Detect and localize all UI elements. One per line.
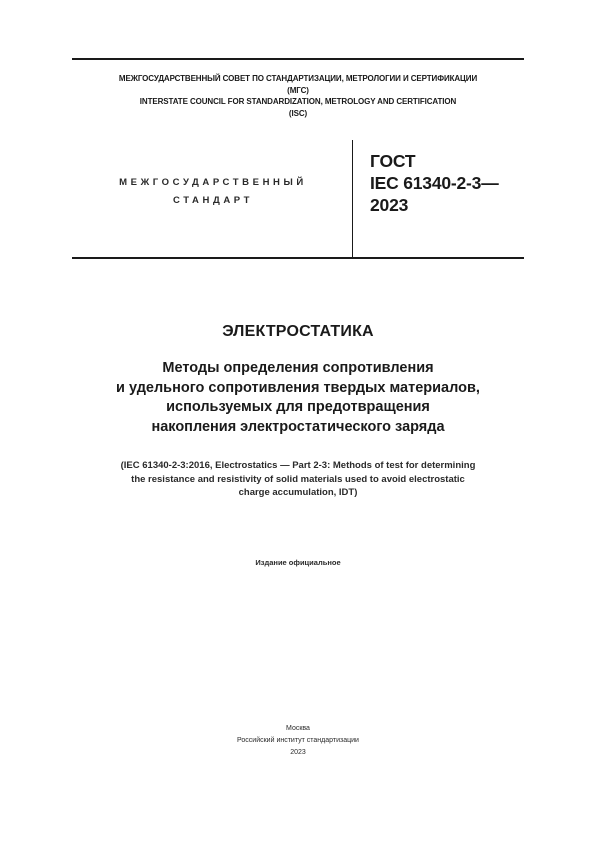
designation-year: 2023: [370, 195, 409, 215]
iec-reference-line: charge accumulation, IDT): [238, 487, 358, 498]
standard-designation: [370, 150, 499, 216]
council-header: [40, 73, 556, 119]
iec-reference: [40, 459, 556, 500]
subtitle-line: Методы определения сопротивления: [162, 360, 434, 376]
document-title: ЭЛЕКТРОСТАТИКА: [222, 323, 374, 340]
middle-divider: [72, 257, 524, 259]
vertical-divider: [352, 140, 353, 257]
standard-type-label: [98, 174, 328, 210]
imprint-city: Москва: [286, 725, 310, 732]
standard-type-line2: СТАНДАРТ: [173, 195, 253, 206]
imprint-publisher: Российский институт стандартизации: [237, 737, 359, 744]
imprint-year: 2023: [290, 749, 306, 756]
council-abbr-en: (ISC): [288, 108, 308, 118]
publisher-imprint: [40, 723, 556, 759]
iec-reference-line: the resistance and resistivity of solid materials used to avoid electrostatic: [131, 473, 465, 485]
iec-reference-line: (IEC 61340-2-3:2016, Electrostatics — Part 2-3: Methods of test for determining: [120, 460, 476, 471]
council-abbr-ru: (МГС): [287, 85, 309, 95]
council-name-en: INTERSTATE COUNCIL FOR STANDARDIZATION, METROLOGY AND CERTIFICATION: [139, 97, 457, 106]
document-subtitle: [30, 359, 566, 437]
subtitle-line: используемых для предотвращения: [166, 399, 430, 415]
designation-prefix: ГОСТ: [370, 151, 416, 171]
designation-number: IEC 61340-2-3—: [370, 173, 499, 193]
subtitle-line: накопления электростатического заряда: [151, 418, 445, 435]
council-name-ru: МЕЖГОСУДАРСТВЕННЫЙ СОВЕТ ПО СТАНДАРТИЗАЦИИ, МЕТРОЛОГИИ И СЕРТИФИКАЦИИ: [118, 74, 478, 83]
top-divider: [72, 58, 524, 60]
subtitle-line: и удельного сопротивления твердых материалов,: [116, 379, 480, 396]
edition-note: Издание официальное: [255, 558, 341, 567]
standard-type-line1: МЕЖГОСУДАРСТВЕННЫЙ: [119, 177, 307, 188]
